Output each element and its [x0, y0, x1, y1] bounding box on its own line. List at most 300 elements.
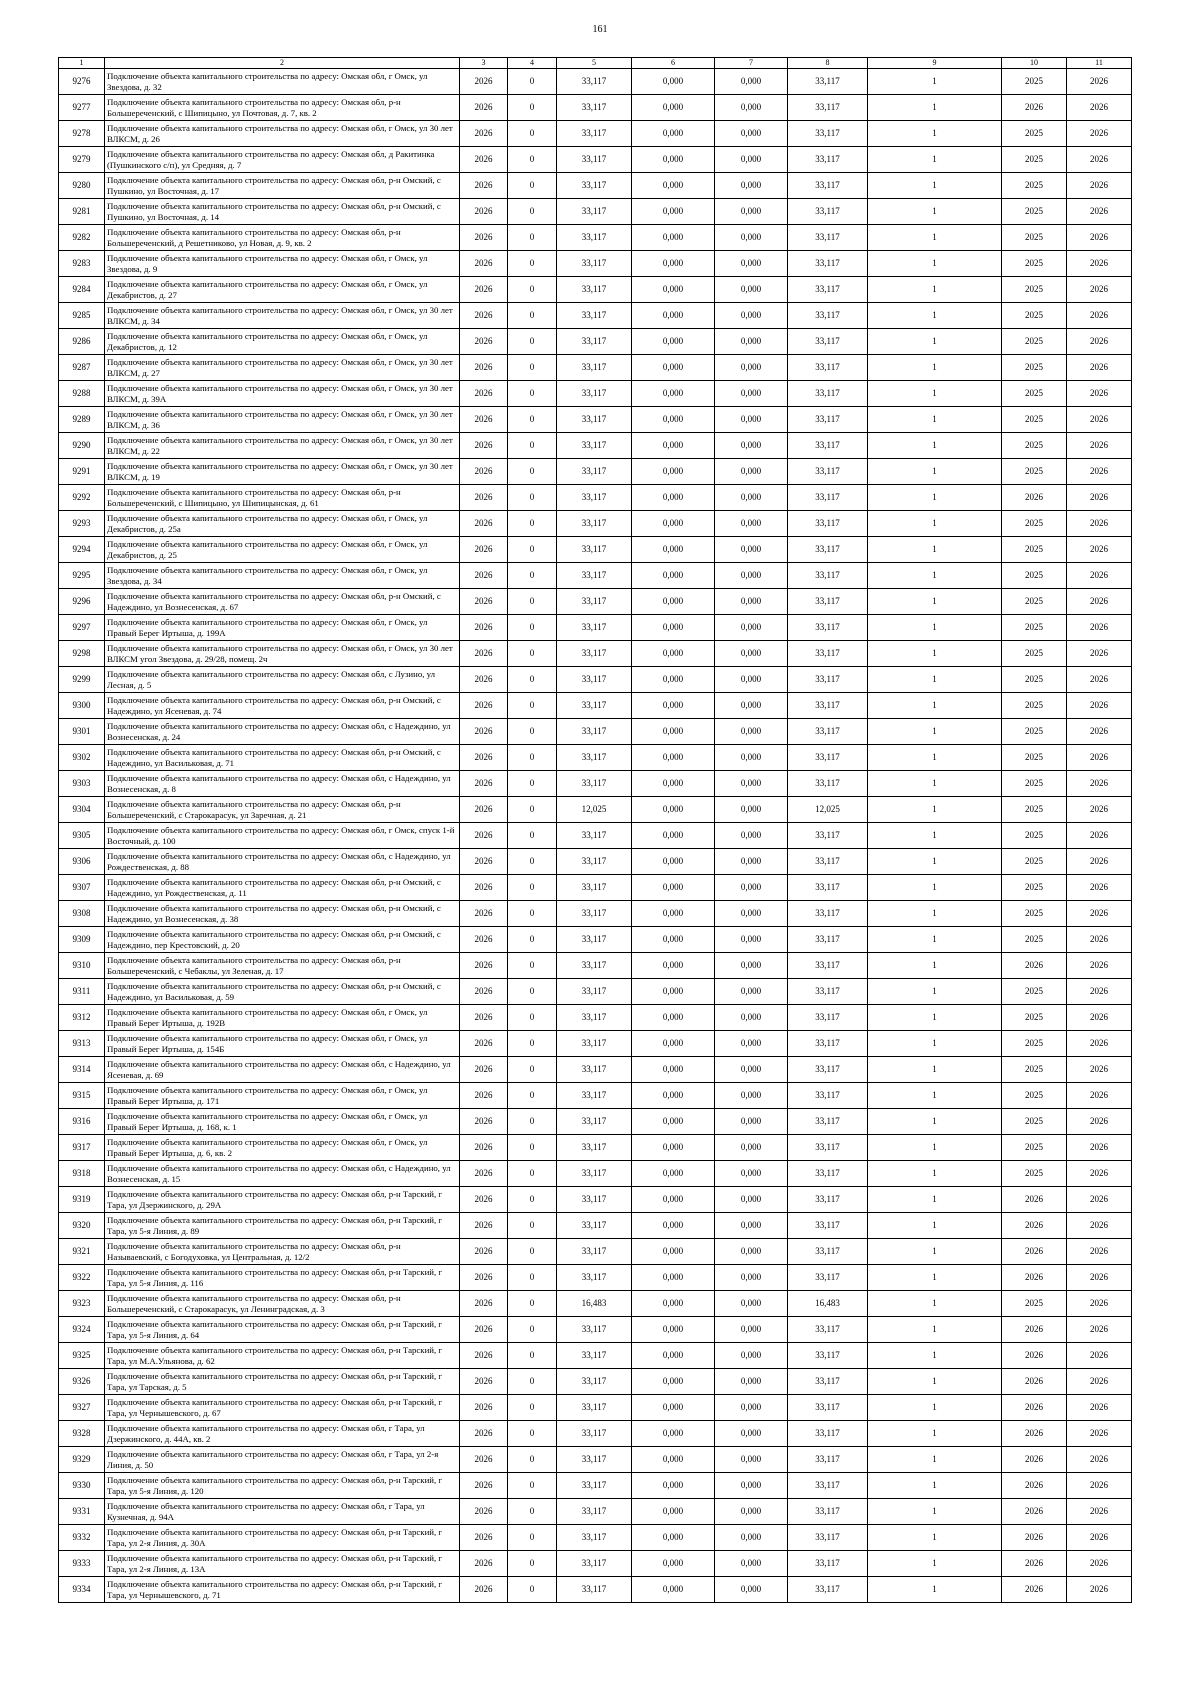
cell-col-5-value: 33,117 — [557, 277, 632, 303]
cell-description: Подключение объекта капитального строительства по адресу: Омская обл, с Надеждино, ул Вознесенская, д. 24 — [105, 719, 460, 745]
cell-col-4-value: 0 — [508, 277, 557, 303]
cell-start-year: 2025 — [1002, 667, 1067, 693]
cell-start-year: 2026 — [1002, 1369, 1067, 1395]
cell-year: 2026 — [460, 173, 508, 199]
column-number-6: 6 — [632, 58, 715, 69]
cell-row-id: 9282 — [59, 225, 105, 251]
cell-col-4-value: 0 — [508, 1187, 557, 1213]
cell-col-9-count: 1 — [868, 979, 1002, 1005]
cell-col-7-value: 0,000 — [715, 1395, 788, 1421]
cell-description: Подключение объекта капитального строительства по адресу: Омская обл, с Надеждино, ул Вознесенская, д. 8 — [105, 771, 460, 797]
cell-col-7-value: 0,000 — [715, 69, 788, 95]
cell-col-4-value: 0 — [508, 641, 557, 667]
cell-col-9-count: 1 — [868, 1447, 1002, 1473]
cell-start-year: 2025 — [1002, 303, 1067, 329]
cell-description: Подключение объекта капитального строительства по адресу: Омская обл, г Омск, ул 30 лет ВЛКСМ, д. 36 — [105, 407, 460, 433]
cell-start-year: 2026 — [1002, 1473, 1067, 1499]
cell-col-4-value: 0 — [508, 953, 557, 979]
cell-col-4-value: 0 — [508, 225, 557, 251]
table-row — [59, 1551, 1132, 1577]
cell-col-5-value: 33,117 — [557, 1213, 632, 1239]
cell-col-5-value: 33,117 — [557, 1473, 632, 1499]
cell-year: 2026 — [460, 875, 508, 901]
cell-description: Подключение объекта капитального строительства по адресу: Омская обл, р-н Большереченский, с Старокарасук, ул Заречная, д. 21 — [105, 797, 460, 823]
cell-col-8-value: 33,117 — [788, 1109, 868, 1135]
table-row — [59, 1317, 1132, 1343]
cell-row-id: 9308 — [59, 901, 105, 927]
table-row — [59, 199, 1132, 225]
cell-start-year: 2025 — [1002, 329, 1067, 355]
cell-col-6-value: 0,000 — [632, 251, 715, 277]
cell-description: Подключение объекта капитального строительства по адресу: Омская обл, г Омск, ул Правый Берег Иртыша, д. 154Б — [105, 1031, 460, 1057]
cell-year: 2026 — [460, 485, 508, 511]
cell-col-7-value: 0,000 — [715, 147, 788, 173]
table-row — [59, 589, 1132, 615]
cell-start-year: 2025 — [1002, 1291, 1067, 1317]
cell-col-5-value: 33,117 — [557, 1109, 632, 1135]
cell-col-6-value: 0,000 — [632, 1499, 715, 1525]
cell-col-9-count: 1 — [868, 1551, 1002, 1577]
cell-description: Подключение объекта капитального строительства по адресу: Омская обл, р-н Омский, с Надеждино, пер Крестовский, д. 20 — [105, 927, 460, 953]
cell-col-8-value: 33,117 — [788, 1213, 868, 1239]
cell-row-id: 9303 — [59, 771, 105, 797]
table-row — [59, 1525, 1132, 1551]
table-row — [59, 69, 1132, 95]
cell-col-6-value: 0,000 — [632, 1239, 715, 1265]
cell-description: Подключение объекта капитального строительства по адресу: Омская обл, р-н Тарский, г Тара, ул М.А.Ульянова, д. 62 — [105, 1343, 460, 1369]
table-row — [59, 1213, 1132, 1239]
cell-end-year: 2026 — [1067, 433, 1132, 459]
cell-end-year: 2026 — [1067, 1005, 1132, 1031]
cell-end-year: 2026 — [1067, 485, 1132, 511]
cell-description: Подключение объекта капитального строительства по адресу: Омская обл, д Ракитинка (Пушкинского с/п), ул Средняя, д. 7 — [105, 147, 460, 173]
cell-col-7-value: 0,000 — [715, 641, 788, 667]
cell-col-5-value: 33,117 — [557, 979, 632, 1005]
cell-col-5-value: 33,117 — [557, 433, 632, 459]
cell-end-year: 2026 — [1067, 667, 1132, 693]
cell-col-8-value: 33,117 — [788, 199, 868, 225]
cell-row-id: 9326 — [59, 1369, 105, 1395]
cell-start-year: 2026 — [1002, 485, 1067, 511]
cell-col-9-count: 1 — [868, 589, 1002, 615]
cell-description: Подключение объекта капитального строительства по адресу: Омская обл, р-н Омский, с Надеждино, ул Рождественская, д. 11 — [105, 875, 460, 901]
cell-col-7-value: 0,000 — [715, 1369, 788, 1395]
cell-end-year: 2026 — [1067, 173, 1132, 199]
cell-start-year: 2025 — [1002, 901, 1067, 927]
cell-col-6-value: 0,000 — [632, 121, 715, 147]
table-row — [59, 1577, 1132, 1603]
cell-row-id: 9312 — [59, 1005, 105, 1031]
cell-col-8-value: 33,117 — [788, 927, 868, 953]
cell-col-6-value: 0,000 — [632, 1343, 715, 1369]
cell-col-5-value: 33,117 — [557, 95, 632, 121]
cell-year: 2026 — [460, 953, 508, 979]
cell-start-year: 2025 — [1002, 693, 1067, 719]
cell-start-year: 2025 — [1002, 823, 1067, 849]
cell-end-year: 2026 — [1067, 69, 1132, 95]
column-number-7: 7 — [715, 58, 788, 69]
cell-row-id: 9313 — [59, 1031, 105, 1057]
cell-description: Подключение объекта капитального строительства по адресу: Омская обл, р-н Омский, с Пушкино, ул Восточная, д. 14 — [105, 199, 460, 225]
cell-row-id: 9305 — [59, 823, 105, 849]
cell-year: 2026 — [460, 225, 508, 251]
cell-col-6-value: 0,000 — [632, 719, 715, 745]
cell-col-7-value: 0,000 — [715, 771, 788, 797]
cell-col-9-count: 1 — [868, 511, 1002, 537]
cell-col-5-value: 33,117 — [557, 1317, 632, 1343]
cell-col-5-value: 33,117 — [557, 459, 632, 485]
cell-row-id: 9301 — [59, 719, 105, 745]
table-row — [59, 1161, 1132, 1187]
cell-col-8-value: 33,117 — [788, 511, 868, 537]
cell-row-id: 9284 — [59, 277, 105, 303]
table-row — [59, 797, 1132, 823]
cell-row-id: 9290 — [59, 433, 105, 459]
cell-col-8-value: 33,117 — [788, 979, 868, 1005]
cell-row-id: 9278 — [59, 121, 105, 147]
cell-col-4-value: 0 — [508, 355, 557, 381]
cell-col-6-value: 0,000 — [632, 1135, 715, 1161]
cell-col-8-value: 33,117 — [788, 147, 868, 173]
cell-col-8-value: 33,117 — [788, 589, 868, 615]
cell-col-6-value: 0,000 — [632, 1005, 715, 1031]
cell-col-7-value: 0,000 — [715, 459, 788, 485]
column-number-4: 4 — [508, 58, 557, 69]
cell-row-id: 9333 — [59, 1551, 105, 1577]
column-number-5: 5 — [557, 58, 632, 69]
table-row — [59, 1265, 1132, 1291]
table-row — [59, 1473, 1132, 1499]
cell-col-7-value: 0,000 — [715, 693, 788, 719]
cell-col-4-value: 0 — [508, 927, 557, 953]
table-row — [59, 511, 1132, 537]
table-row — [59, 537, 1132, 563]
cell-row-id: 9293 — [59, 511, 105, 537]
cell-col-9-count: 1 — [868, 303, 1002, 329]
cell-start-year: 2026 — [1002, 1265, 1067, 1291]
cell-col-7-value: 0,000 — [715, 953, 788, 979]
table-row — [59, 1187, 1132, 1213]
cell-row-id: 9289 — [59, 407, 105, 433]
cell-year: 2026 — [460, 69, 508, 95]
register-table — [58, 57, 1132, 1603]
cell-col-4-value: 0 — [508, 1499, 557, 1525]
cell-row-id: 9331 — [59, 1499, 105, 1525]
table-row — [59, 719, 1132, 745]
cell-col-4-value: 0 — [508, 1109, 557, 1135]
cell-row-id: 9328 — [59, 1421, 105, 1447]
cell-col-4-value: 0 — [508, 1473, 557, 1499]
cell-end-year: 2026 — [1067, 1135, 1132, 1161]
cell-col-5-value: 33,117 — [557, 927, 632, 953]
cell-col-6-value: 0,000 — [632, 1421, 715, 1447]
cell-col-5-value: 33,117 — [557, 225, 632, 251]
cell-col-9-count: 1 — [868, 199, 1002, 225]
cell-col-5-value: 33,117 — [557, 667, 632, 693]
cell-col-9-count: 1 — [868, 693, 1002, 719]
cell-col-6-value: 0,000 — [632, 355, 715, 381]
cell-col-5-value: 33,117 — [557, 1005, 632, 1031]
cell-year: 2026 — [460, 1473, 508, 1499]
cell-col-8-value: 33,117 — [788, 1525, 868, 1551]
cell-end-year: 2026 — [1067, 1083, 1132, 1109]
cell-col-5-value: 33,117 — [557, 693, 632, 719]
cell-description: Подключение объекта капитального строительства по адресу: Омская обл, г Тара, ул 2-я Линия, д. 50 — [105, 1447, 460, 1473]
cell-col-5-value: 33,117 — [557, 69, 632, 95]
cell-col-5-value: 33,117 — [557, 641, 632, 667]
cell-col-8-value: 33,117 — [788, 121, 868, 147]
cell-col-6-value: 0,000 — [632, 1187, 715, 1213]
cell-start-year: 2026 — [1002, 953, 1067, 979]
cell-start-year: 2025 — [1002, 1161, 1067, 1187]
cell-col-5-value: 33,117 — [557, 173, 632, 199]
cell-start-year: 2025 — [1002, 537, 1067, 563]
cell-start-year: 2025 — [1002, 199, 1067, 225]
cell-col-9-count: 1 — [868, 615, 1002, 641]
cell-description: Подключение объекта капитального строительства по адресу: Омская обл, г Омск, ул Звездова, д. 9 — [105, 251, 460, 277]
cell-year: 2026 — [460, 1213, 508, 1239]
table-row — [59, 849, 1132, 875]
cell-year: 2026 — [460, 1031, 508, 1057]
cell-year: 2026 — [460, 1525, 508, 1551]
cell-col-8-value: 33,117 — [788, 537, 868, 563]
cell-col-8-value: 33,117 — [788, 225, 868, 251]
cell-description: Подключение объекта капитального строительства по адресу: Омская обл, р-н Омский, с Надеждино, ул Васильковая, д. 59 — [105, 979, 460, 1005]
cell-row-id: 9314 — [59, 1057, 105, 1083]
cell-description: Подключение объекта капитального строительства по адресу: Омская обл, р-н Тарский, г Тара, ул 2-я Линия, д. 30А — [105, 1525, 460, 1551]
cell-col-4-value: 0 — [508, 1239, 557, 1265]
table-row — [59, 459, 1132, 485]
cell-col-9-count: 1 — [868, 1317, 1002, 1343]
table-row — [59, 277, 1132, 303]
cell-col-6-value: 0,000 — [632, 1317, 715, 1343]
cell-description: Подключение объекта капитального строительства по адресу: Омская обл, р-н Тарский, г Тара, ул Тарская, д. 5 — [105, 1369, 460, 1395]
cell-year: 2026 — [460, 277, 508, 303]
cell-col-8-value: 33,117 — [788, 251, 868, 277]
cell-col-5-value: 33,117 — [557, 485, 632, 511]
cell-end-year: 2026 — [1067, 1109, 1132, 1135]
cell-col-6-value: 0,000 — [632, 771, 715, 797]
table-row — [59, 1083, 1132, 1109]
cell-end-year: 2026 — [1067, 1187, 1132, 1213]
cell-col-4-value: 0 — [508, 173, 557, 199]
cell-end-year: 2026 — [1067, 303, 1132, 329]
cell-row-id: 9280 — [59, 173, 105, 199]
cell-col-9-count: 1 — [868, 1525, 1002, 1551]
cell-col-8-value: 33,117 — [788, 849, 868, 875]
cell-description: Подключение объекта капитального строительства по адресу: Омская обл, р-н Омский, с Надеждино, ул Ясеневая, д. 74 — [105, 693, 460, 719]
cell-end-year: 2026 — [1067, 225, 1132, 251]
cell-col-9-count: 1 — [868, 69, 1002, 95]
cell-start-year: 2026 — [1002, 1343, 1067, 1369]
table-row — [59, 1343, 1132, 1369]
cell-start-year: 2026 — [1002, 1395, 1067, 1421]
cell-col-4-value: 0 — [508, 745, 557, 771]
cell-col-5-value: 33,117 — [557, 745, 632, 771]
table-row — [59, 693, 1132, 719]
cell-col-8-value: 33,117 — [788, 433, 868, 459]
table-row — [59, 381, 1132, 407]
cell-year: 2026 — [460, 1369, 508, 1395]
cell-col-8-value: 33,117 — [788, 173, 868, 199]
column-number-8: 8 — [788, 58, 868, 69]
cell-year: 2026 — [460, 537, 508, 563]
cell-col-9-count: 1 — [868, 667, 1002, 693]
cell-col-9-count: 1 — [868, 1369, 1002, 1395]
cell-col-9-count: 1 — [868, 407, 1002, 433]
cell-col-6-value: 0,000 — [632, 615, 715, 641]
cell-col-8-value: 33,117 — [788, 563, 868, 589]
cell-description: Подключение объекта капитального строительства по адресу: Омская обл, р-н Омский, с Надеждино, ул Вознесенская, д. 38 — [105, 901, 460, 927]
cell-col-9-count: 1 — [868, 1499, 1002, 1525]
cell-row-id: 9334 — [59, 1577, 105, 1603]
cell-col-8-value: 33,117 — [788, 641, 868, 667]
cell-col-8-value: 33,117 — [788, 1239, 868, 1265]
table-row — [59, 225, 1132, 251]
cell-col-9-count: 1 — [868, 173, 1002, 199]
table-row — [59, 95, 1132, 121]
cell-end-year: 2026 — [1067, 1291, 1132, 1317]
cell-col-6-value: 0,000 — [632, 849, 715, 875]
cell-col-4-value: 0 — [508, 1343, 557, 1369]
cell-start-year: 2025 — [1002, 1005, 1067, 1031]
cell-year: 2026 — [460, 589, 508, 615]
cell-col-6-value: 0,000 — [632, 1291, 715, 1317]
cell-description: Подключение объекта капитального строительства по адресу: Омская обл, р-н Тарский, г Тара, ул 5-я Линия, д. 116 — [105, 1265, 460, 1291]
cell-start-year: 2026 — [1002, 1421, 1067, 1447]
cell-col-4-value: 0 — [508, 1135, 557, 1161]
cell-year: 2026 — [460, 95, 508, 121]
cell-year: 2026 — [460, 355, 508, 381]
cell-col-5-value: 33,117 — [557, 1525, 632, 1551]
table-row — [59, 745, 1132, 771]
cell-col-7-value: 0,000 — [715, 277, 788, 303]
cell-description: Подключение объекта капитального строительства по адресу: Омская обл, г Омск, ул Декабристов, д. 25 — [105, 537, 460, 563]
cell-year: 2026 — [460, 1421, 508, 1447]
cell-col-6-value: 0,000 — [632, 875, 715, 901]
cell-col-7-value: 0,000 — [715, 1473, 788, 1499]
cell-col-4-value: 0 — [508, 433, 557, 459]
table-row — [59, 1005, 1132, 1031]
cell-start-year: 2026 — [1002, 1447, 1067, 1473]
cell-col-7-value: 0,000 — [715, 1135, 788, 1161]
cell-row-id: 9304 — [59, 797, 105, 823]
cell-end-year: 2026 — [1067, 1577, 1132, 1603]
cell-col-9-count: 1 — [868, 849, 1002, 875]
cell-col-8-value: 33,117 — [788, 1395, 868, 1421]
cell-col-8-value: 33,117 — [788, 485, 868, 511]
cell-year: 2026 — [460, 667, 508, 693]
cell-start-year: 2025 — [1002, 69, 1067, 95]
cell-col-6-value: 0,000 — [632, 225, 715, 251]
cell-end-year: 2026 — [1067, 199, 1132, 225]
cell-col-4-value: 0 — [508, 1083, 557, 1109]
cell-col-4-value: 0 — [508, 693, 557, 719]
cell-col-9-count: 1 — [868, 433, 1002, 459]
cell-start-year: 2025 — [1002, 251, 1067, 277]
cell-row-id: 9317 — [59, 1135, 105, 1161]
table-row — [59, 901, 1132, 927]
cell-end-year: 2026 — [1067, 1551, 1132, 1577]
cell-col-7-value: 0,000 — [715, 1551, 788, 1577]
cell-col-8-value: 33,117 — [788, 407, 868, 433]
cell-col-9-count: 1 — [868, 953, 1002, 979]
cell-col-7-value: 0,000 — [715, 1213, 788, 1239]
cell-col-5-value: 33,117 — [557, 1239, 632, 1265]
cell-year: 2026 — [460, 1109, 508, 1135]
cell-col-4-value: 0 — [508, 407, 557, 433]
table-row — [59, 615, 1132, 641]
cell-end-year: 2026 — [1067, 797, 1132, 823]
cell-row-id: 9298 — [59, 641, 105, 667]
cell-start-year: 2025 — [1002, 147, 1067, 173]
cell-row-id: 9287 — [59, 355, 105, 381]
cell-start-year: 2025 — [1002, 381, 1067, 407]
cell-year: 2026 — [460, 563, 508, 589]
table-row — [59, 875, 1132, 901]
cell-year: 2026 — [460, 303, 508, 329]
cell-col-7-value: 0,000 — [715, 511, 788, 537]
cell-year: 2026 — [460, 381, 508, 407]
cell-col-5-value: 33,117 — [557, 511, 632, 537]
cell-row-id: 9292 — [59, 485, 105, 511]
cell-col-7-value: 0,000 — [715, 875, 788, 901]
cell-col-8-value: 33,117 — [788, 1031, 868, 1057]
cell-col-8-value: 33,117 — [788, 1057, 868, 1083]
column-number-row — [59, 58, 1132, 69]
cell-year: 2026 — [460, 1005, 508, 1031]
cell-col-9-count: 1 — [868, 329, 1002, 355]
cell-start-year: 2025 — [1002, 745, 1067, 771]
cell-col-7-value: 0,000 — [715, 433, 788, 459]
cell-col-7-value: 0,000 — [715, 589, 788, 615]
cell-start-year: 2025 — [1002, 771, 1067, 797]
cell-col-5-value: 33,117 — [557, 147, 632, 173]
cell-col-4-value: 0 — [508, 771, 557, 797]
cell-col-8-value: 33,117 — [788, 615, 868, 641]
cell-col-4-value: 0 — [508, 1551, 557, 1577]
cell-start-year: 2025 — [1002, 1057, 1067, 1083]
cell-col-9-count: 1 — [868, 927, 1002, 953]
cell-year: 2026 — [460, 849, 508, 875]
cell-col-7-value: 0,000 — [715, 303, 788, 329]
cell-col-9-count: 1 — [868, 459, 1002, 485]
cell-col-9-count: 1 — [868, 1473, 1002, 1499]
cell-row-id: 9294 — [59, 537, 105, 563]
cell-col-7-value: 0,000 — [715, 1525, 788, 1551]
cell-end-year: 2026 — [1067, 1057, 1132, 1083]
cell-col-6-value: 0,000 — [632, 1265, 715, 1291]
table-row — [59, 121, 1132, 147]
cell-year: 2026 — [460, 771, 508, 797]
cell-col-7-value: 0,000 — [715, 719, 788, 745]
cell-col-9-count: 1 — [868, 1031, 1002, 1057]
cell-year: 2026 — [460, 407, 508, 433]
cell-col-4-value: 0 — [508, 1161, 557, 1187]
cell-col-9-count: 1 — [868, 1057, 1002, 1083]
cell-col-8-value: 33,117 — [788, 303, 868, 329]
table-row — [59, 329, 1132, 355]
cell-year: 2026 — [460, 1135, 508, 1161]
cell-col-5-value: 33,117 — [557, 537, 632, 563]
cell-col-9-count: 1 — [868, 823, 1002, 849]
cell-col-9-count: 1 — [868, 1005, 1002, 1031]
cell-description: Подключение объекта капитального строительства по адресу: Омская обл, р-н Большереченский, с Шипицыно, ул Почтовая, д. 7, кв. 2 — [105, 95, 460, 121]
cell-start-year: 2025 — [1002, 563, 1067, 589]
cell-col-5-value: 33,117 — [557, 1161, 632, 1187]
cell-year: 2026 — [460, 251, 508, 277]
cell-end-year: 2026 — [1067, 251, 1132, 277]
